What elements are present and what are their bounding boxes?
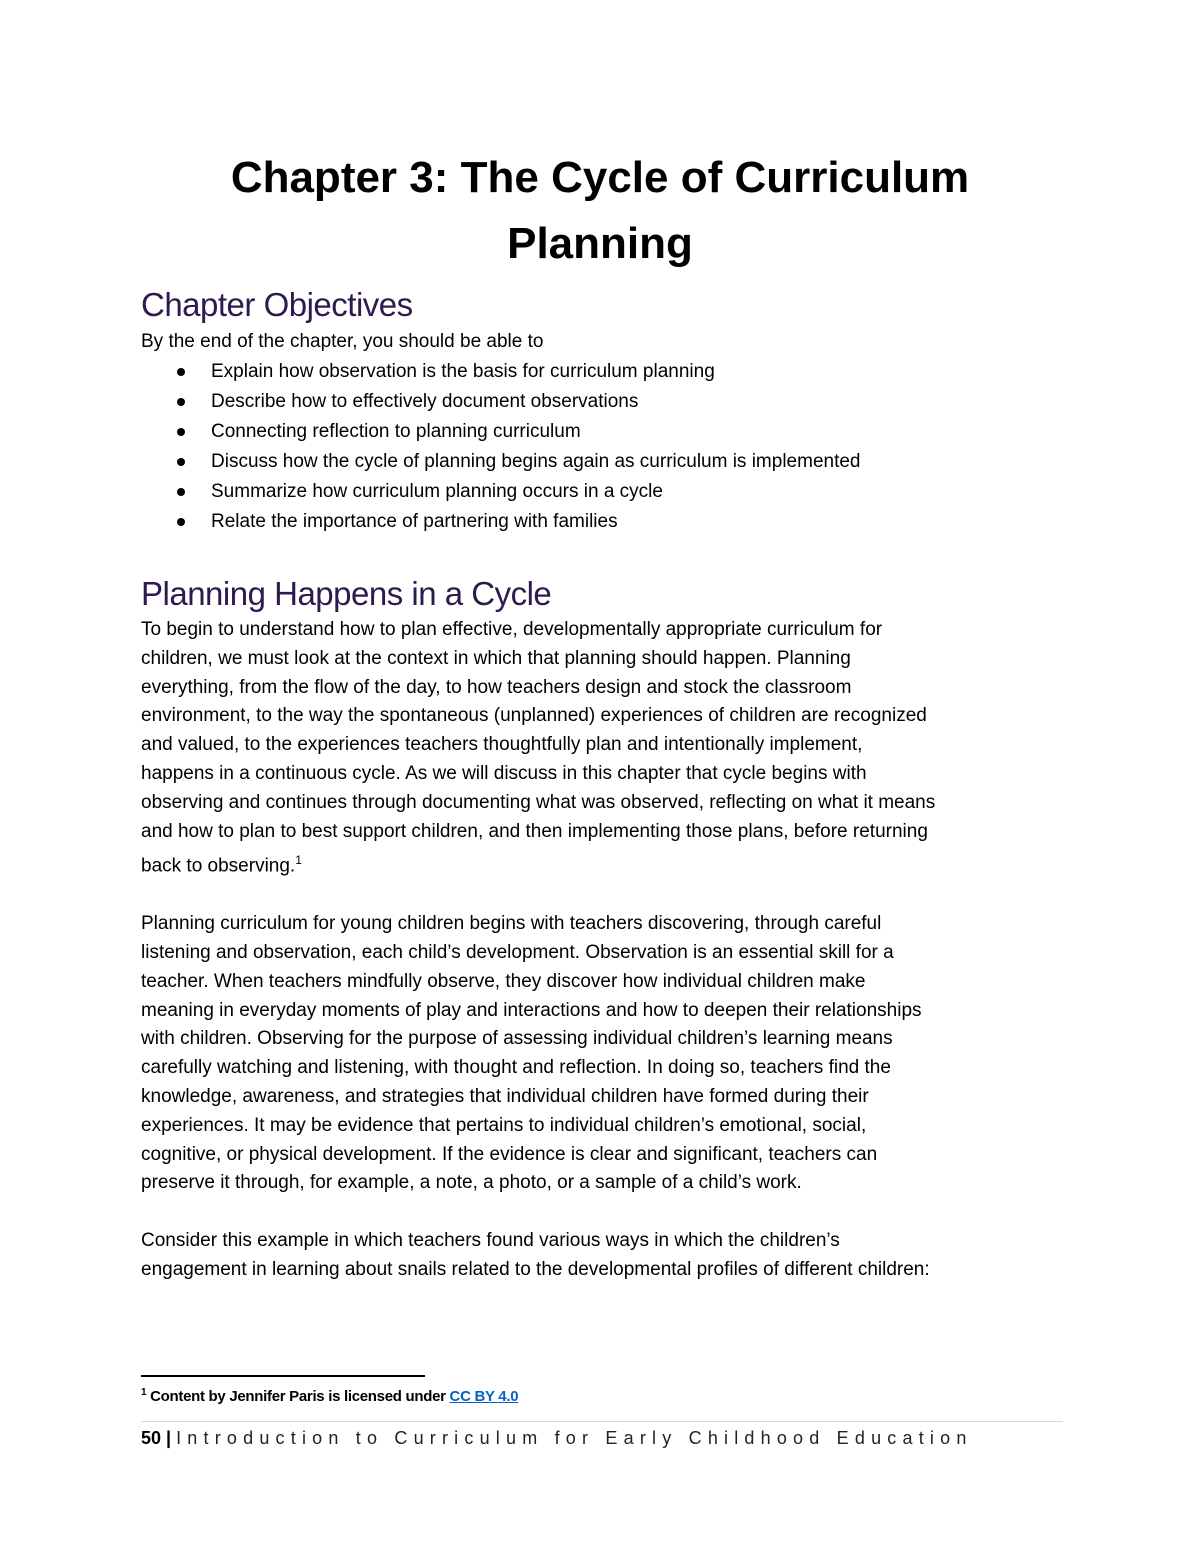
text-line: children, we must look at the context in which that planning should happen. Planning — [141, 647, 851, 669]
text-line: Consider this example in which teachers found various ways in which the children’s — [141, 1230, 840, 1252]
objective-item — [141, 507, 861, 537]
objective-item — [141, 447, 861, 477]
text-line: with children. Observing for the purpose of assessing individual children’s learning means — [141, 1028, 893, 1050]
footnote — [141, 1387, 518, 1405]
chapter-title — [0, 145, 1200, 277]
objective-text: Summarize how curriculum planning occurs in a cycle — [211, 481, 663, 502]
bullet-icon — [177, 488, 185, 496]
objective-text: Describe how to effectively document observations — [211, 391, 639, 412]
license-link[interactable]: CC BY 4.0 — [449, 1388, 519, 1405]
text-line: knowledge, awareness, and strategies that individual children have formed during their — [141, 1086, 869, 1108]
title-line: Planning — [507, 219, 693, 268]
objective-item — [141, 387, 861, 417]
footnote-divider — [141, 1375, 425, 1377]
text-line: engagement in learning about snails related to the developmental profiles of different children: — [141, 1258, 930, 1280]
page-footer — [141, 1428, 973, 1449]
bullet-icon — [177, 368, 185, 376]
objectives-heading: Chapter Objectives — [141, 286, 413, 323]
bullet-icon — [177, 428, 185, 436]
section-heading: Planning Happens in a Cycle — [141, 575, 552, 612]
objective-text: Connecting reflection to planning curriculum — [211, 421, 581, 442]
footnote-number: 1 — [141, 1387, 147, 1398]
objective-text: Discuss how the cycle of planning begins again as curriculum is implemented — [211, 451, 861, 472]
footer-divider — [141, 1421, 1063, 1422]
bullet-icon — [177, 458, 185, 466]
text-line: experiences. It may be evidence that pertains to individual children’s emotional, social, — [141, 1114, 867, 1136]
objectives-list — [141, 357, 861, 537]
footer-separator: | — [166, 1428, 172, 1448]
text-line: everything, from the flow of the day, to how teachers design and stock the classroom — [141, 676, 852, 698]
bullet-icon — [177, 518, 185, 526]
text-line: listening and observation, each child’s development. Observation is an essential skill for a — [141, 942, 894, 964]
text-line: back to observing. — [141, 855, 296, 877]
paragraph-3 — [141, 1227, 935, 1285]
text-line: Planning curriculum for young children begins with teachers discovering, through careful — [141, 913, 882, 935]
objective-item — [141, 477, 861, 507]
section-body — [141, 616, 935, 1285]
footnote-text: Content by Jennifer Paris is licensed under — [150, 1388, 450, 1405]
text-line: cognitive, or physical development. If the evidence is clear and significant, teachers can — [141, 1143, 878, 1165]
text-line: and how to plan to best support children, and then implementing those plans, before returning — [141, 820, 928, 842]
objectives-intro — [141, 328, 543, 357]
text-line: teacher. When teachers mindfully observe, they discover how individual children make — [141, 970, 866, 992]
objective-text: Relate the importance of partnering with families — [211, 511, 618, 532]
page-number: 50 — [141, 1428, 162, 1448]
footnote-ref[interactable]: 1 — [295, 853, 302, 868]
book-title: Introduction to Curriculum for Early Childhood Education — [176, 1428, 973, 1448]
text-line: meaning in everyday moments of play and interactions and how to deepen their relationships — [141, 999, 922, 1021]
text-line: observing and continues through documenting what was observed, reflecting on what it means — [141, 791, 936, 813]
paragraph-1 — [141, 616, 935, 882]
objective-text: Explain how observation is the basis for curriculum planning — [211, 361, 715, 382]
bullet-icon — [177, 398, 185, 406]
text-line: To begin to understand how to plan effective, developmentally appropriate curriculum for — [141, 619, 883, 640]
title-line: Chapter 3: The Cycle of Curriculum — [230, 153, 970, 202]
text-line: happens in a continuous cycle. As we will discuss in this chapter that cycle begins with — [141, 762, 867, 784]
paragraph-2 — [141, 910, 935, 1198]
objective-item — [141, 417, 861, 447]
intro-text: By the end of the chapter, you should be able to — [141, 331, 544, 352]
text-line: and valued, to the experiences teachers thoughtfully plan and intentionally implement, — [141, 734, 863, 756]
text-line: carefully watching and listening, with thought and reflection. In doing so, teachers find the — [141, 1057, 891, 1079]
text-line: environment, to the way the spontaneous (unplanned) experiences of children are recognized — [141, 705, 927, 727]
objective-item — [141, 357, 861, 387]
text-line: preserve it through, for example, a note, a photo, or a sample of a child’s work. — [141, 1172, 802, 1194]
